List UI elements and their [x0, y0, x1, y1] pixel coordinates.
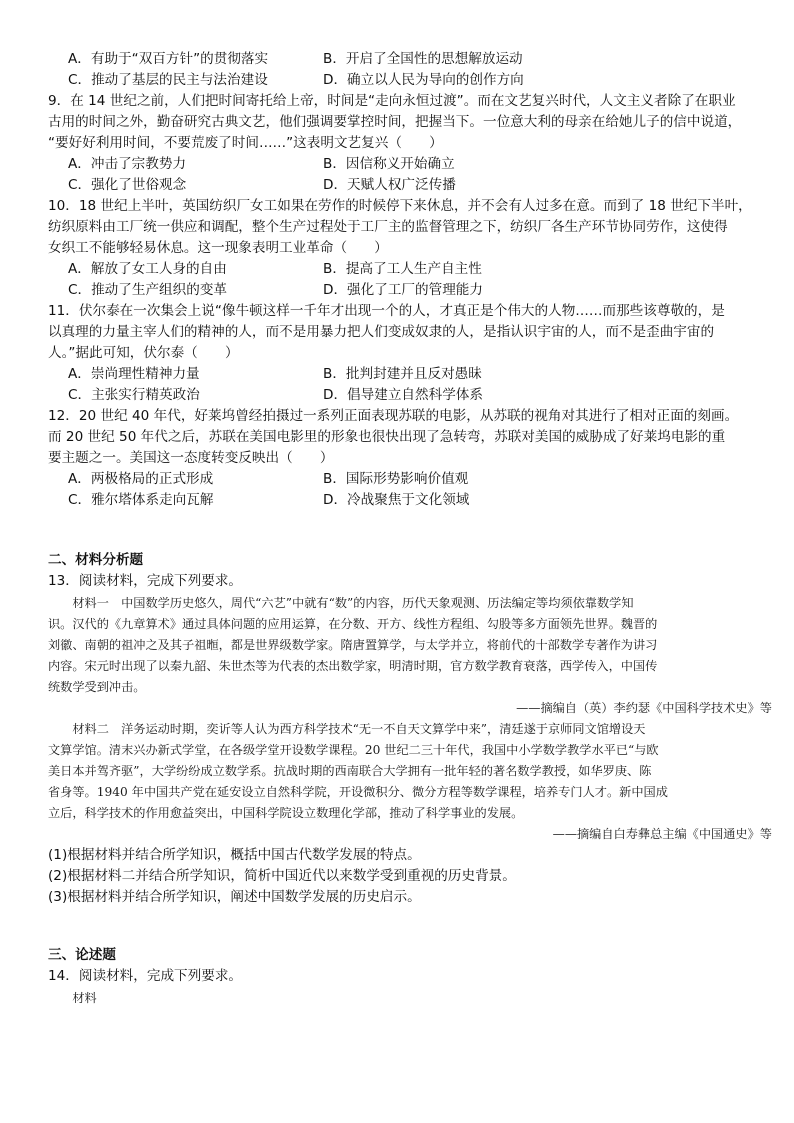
q9-option-a: A．冲击了宗教势力	[68, 156, 187, 172]
section-heading-essay: 三、论述题	[48, 947, 116, 963]
material1-source: ——摘编自（英）李约瑟《中国科学技术史》等	[516, 701, 772, 715]
q9-stem-line3: “要好好利用时间，不要荒废了时间……”这表明文艺复兴（ ）	[48, 135, 443, 151]
q11-option-d: D．倡导建立自然科学体系	[323, 387, 483, 403]
q11-option-b: B．批判封建并且反对愚昧	[323, 366, 482, 382]
q9-option-d: D．天赋人权广泛传播	[323, 177, 456, 193]
q11-option-a: A．崇尚理性精神力量	[68, 366, 200, 382]
q12-option-d: D．冷战聚焦于文化领域	[323, 492, 470, 508]
q10-option-c: C．推动了生产组织的变革	[68, 282, 228, 298]
q12-stem-line3: 要主题之一。美国这一态度转变反映出（ ）	[48, 450, 334, 466]
material2-line1: 材料二 洋务运动时期，奕䜣等人认为西方科学技术“无一不自天文算学中来”，清廷遂于京师同文馆增设天	[48, 722, 646, 736]
q8-option-d: D．确立以人民为导向的创作方向	[323, 72, 524, 88]
q10-option-b: B．提高了工人生产自主性	[323, 261, 482, 277]
q14-material-label: 材料	[48, 991, 97, 1005]
q9-stem-line2: 古用的时间之外，勤奋研究古典文艺，他们强调要掌控时间，把握当下。一位意大利的母亲在给她儿子的信中说道，	[48, 114, 742, 130]
q12-stem-line2: 而 20 世纪 50 年代之后，苏联在美国电影里的形象也很快出现了急转弯，苏联对美国的威胁成了好莱坞电影的重	[48, 429, 726, 445]
q13-intro: 13．阅读材料，完成下列要求。	[48, 573, 243, 589]
q11-stem-line1: 11．伏尔泰在一次集会上说“像牛顿这样一千年才出现一个的人，才真正是个伟大的人物……而那些该尊敬的，是	[48, 303, 725, 319]
material2-line2: 文算学馆。清末兴办新式学堂，在各级学堂开设数学课程。20 世纪二三十年代，我国中小学数学教学水平已“与欧	[48, 743, 659, 757]
material1-line2: 识。汉代的《九章算术》通过具体问题的应用运算，在分数、开方、线性方程组、勾股等多方面领先世界。魏晋的	[48, 617, 658, 631]
q10-option-d: D．强化了工厂的管理能力	[323, 282, 483, 298]
q12-option-b: B．国际形势影响价值观	[323, 471, 469, 487]
q9-stem-line1: 9．在 14 世纪之前，人们把时间寄托给上帝，时间是“走向永恒过渡”。而在文艺复兴时代，人文主义者除了在职业	[48, 93, 736, 109]
q8-option-b: B．开启了全国性的思想解放运动	[323, 51, 523, 67]
material2-line5: 立后，科学技术的作用愈益突出，中国科学院设立数理化学部，推动了科学事业的发展。	[48, 806, 524, 820]
q11-stem-line2: 以真理的力量主宰人们的精神的人，而不是用暴力把人们变成奴隶的人，是指认识宇宙的人，而不是歪曲宇宙的	[48, 324, 715, 340]
q13-subquestion-3: (3)根据材料并结合所学知识，阐述中国数学发展的历史启示。	[48, 889, 421, 905]
material1-line4: 内容。宋元时出现了以秦九韶、朱世杰等为代表的杰出数学家，明清时期，官方数学教育衰落，西学传入，中国传	[48, 659, 658, 673]
q12-stem-line1: 12．20 世纪 40 年代，好莱坞曾经拍摄过一系列正面表现苏联的电影，从苏联的视角对其进行了相对正面的刻画。	[48, 408, 739, 424]
section-heading-material-analysis: 二、材料分析题	[48, 552, 144, 568]
material2-source: ——摘编自白寿彝总主编《中国通史》等	[552, 827, 772, 841]
material1-line3: 刘徽、南朝的祖冲之及其子祖暅，都是世界级数学家。隋唐置算学，与太学并立，将前代的十部数学专著作为讲习	[48, 638, 658, 652]
q10-stem-line1: 10．18 世纪上半叶，英国纺织厂女工如果在劳作的时候停下来休息，并不会有人过多在意。而到了 18 世纪下半叶，	[48, 198, 752, 214]
q12-option-c: C．雅尔塔体系走向瓦解	[68, 492, 214, 508]
q10-stem-line3: 女织工不能够轻易休息。这一现象表明工业革命（ ）	[48, 240, 388, 256]
q8-option-c: C．推动了基层的民主与法治建设	[68, 72, 268, 88]
q10-option-a: A．解放了女工人身的自由	[68, 261, 227, 277]
material2-line4: 省身等。1940 年中国共产党在延安设立自然科学院，开设微积分、微分方程等数学课程，培养专门人才。新中国成	[48, 785, 668, 799]
q13-subquestion-1: (1)根据材料并结合所学知识，概括中国古代数学发展的特点。	[48, 847, 421, 863]
q9-option-b: B．因信称义开始确立	[323, 156, 455, 172]
q11-option-c: C．主张实行精英政治	[68, 387, 200, 403]
material1-line1: 材料一 中国数学历史悠久，周代“六艺”中就有“数”的内容，历代天象观测、历法编定等均须依靠数学知	[48, 596, 634, 610]
material2-line3: 美日本并驾齐驱”，大学纷纷成立数学系。抗战时期的西南联合大学拥有一批年轻的著名数学教授，如华罗庚、陈	[48, 764, 652, 778]
q9-option-c: C．强化了世俗观念	[68, 177, 187, 193]
q12-option-a: A．两极格局的正式形成	[68, 471, 214, 487]
q11-stem-line3: 人。”据此可知，伏尔泰（ ）	[48, 345, 239, 361]
q10-stem-line2: 纺织原料由工厂统一供应和调配，整个生产过程处于工厂主的监督管理之下，纺织厂各生产环节协同劳作，这使得	[48, 219, 728, 235]
q8-option-a: A．有助于“双百方针”的贯彻落实	[68, 51, 269, 67]
q13-subquestion-2: (2)根据材料二并结合所学知识，简析中国近代以来数学受到重视的历史背景。	[48, 868, 516, 884]
material1-line5: 统数学受到冲击。	[48, 680, 146, 694]
q14-intro: 14．阅读材料，完成下列要求。	[48, 968, 243, 984]
